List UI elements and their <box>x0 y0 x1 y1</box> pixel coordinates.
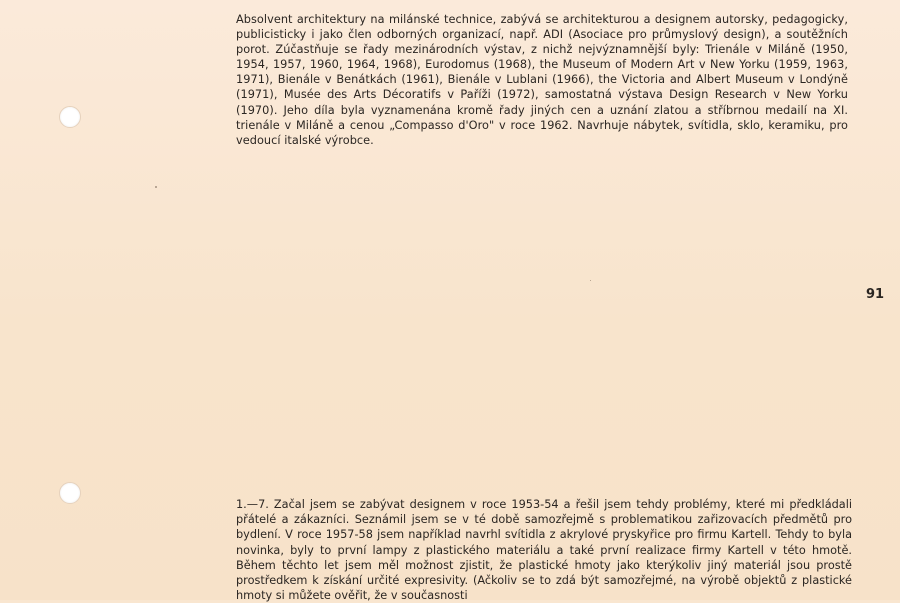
page-number: 91 <box>866 287 885 302</box>
punch-hole-bottom <box>59 482 81 504</box>
paper-speck <box>155 186 157 188</box>
interview-text: 1.—7. Začal jsem se zabývat designem v roce 1953-54 a řešil jsem tehdy problémy, které mi předkládali přátelé a zákazníci. Seznámil jsem se v té době samozřejmě s problematikou zařizovacích předmětů pro bydlení. V roce 1957-58 jsem například navrhl svítidla z akrylové pryskyřice pro firmu Kartell. Tehdy to byla novinka, byly to první lampy z plastického materiálu a také první realizace firmy Kartell v této hmotě. Během těchto let jsem měl možnost zjistit, že plastické hmoty jako kterýkoliv jiný materiál jsou prostě prostředkem k získání určité expresivity. (Ačkoliv se to zdá být samozřejmé, na výrobě objektů z plastické hmoty si můžete ověřit, že v současnosti <box>236 498 852 603</box>
biography-paragraph <box>236 12 848 148</box>
paper-speck <box>590 280 591 281</box>
biography-text: Absolvent architektury na milánské technice, zabývá se architekturou a designem autorsky, pedagogicky, publicisticky i jako člen odborných organizací, např. ADI (Asociace pro průmyslový design), a soutěžních porot. Zúčastňuje se řady mezinárodních výstav, z nichž nejvýznamnější byly: Trienále v Miláně (1950, 1954, 1957, 1960, 1964, 1968), Eurodomus (1968), the Museum of Modern Art v New Yorku (1959, 1963, 1971), Bienále v Benátkách (1961), Bienále v Lublani (1966), the Victoria and Albert Museum v Londýně (1971), Musée des Arts Décoratifs v Paříži (1972), samostatná výstava Design Research v New Yorku (1970). Jeho díla byla vyznamenána kromě řady jiných cen a uznání zlatou a stříbrnou medailí na XI. trienále v Miláně a cenou „Compasso d'Oro" v roce 1962. Navrhuje nábytek, svítidla, sklo, keramiku, pro vedoucí italské výrobce. <box>236 13 848 147</box>
punch-hole-top <box>59 106 81 128</box>
interview-answer <box>236 497 852 603</box>
